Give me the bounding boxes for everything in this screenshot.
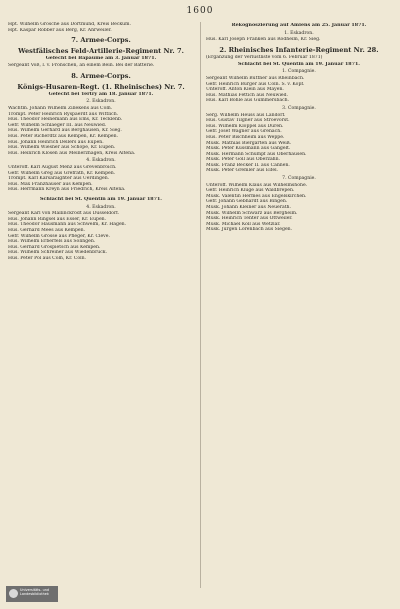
section-heading: Königs-Husaren-Regt. (1. Rheinisches) Nr. 7. bbox=[17, 82, 185, 91]
roster-line: Hus. Heinrich Klosen aus Meinerzhagen, Kreis Altena. bbox=[8, 150, 136, 156]
roster-line: Musk. Mathias Biergarten aus Weiß. bbox=[206, 140, 292, 146]
right-column bbox=[206, 22, 392, 233]
roster-line: Hus. Max Franzhäuser aus Kempen. bbox=[8, 181, 93, 187]
roster-line: Musk. Peter Gremler aus Eifel. bbox=[206, 168, 279, 174]
roster-line: Gefr. Wilhelm Greg aus Grefrath, Kr. Kempen. bbox=[8, 170, 116, 176]
roster-line: Unteroff. Anton Klein aus Mayen. bbox=[206, 87, 284, 93]
roster-line: Gefr. Johann Gebhardt aus Bingen. bbox=[206, 199, 288, 205]
roster-line: Hus. Theodor Heinemann aus Ems, Kr. Tecklenb. bbox=[8, 117, 123, 123]
roster-line: Hus. Theodor Hausmann aus Schwelm, Kr. Hagen. bbox=[8, 222, 127, 228]
roster-line: Gefr. Wilhelm Schlaeger III. aus Neuwied. bbox=[8, 122, 107, 128]
roster-line: (Ergänzung der Verlustliste vom 6. Februar 1871) bbox=[206, 54, 323, 60]
library-logo bbox=[6, 586, 58, 602]
roster-line: Musk. Hermann Schumpf aus Oberhausen. bbox=[206, 151, 307, 157]
unit-label: 4. Eskadron. bbox=[86, 204, 116, 210]
roster-line: Hus. Wilhelm Gerhard aus Berghausen, Kr. Sieg. bbox=[8, 128, 122, 134]
subheading: Gefecht bei Bapaume am 3. Januar 1871. bbox=[45, 56, 157, 62]
subheading: Rekognoszierung auf Amiens am 25. Januar 1871. bbox=[231, 23, 367, 28]
roster-line: Sergeant Wilhelm Büttner aus Rheinbach. bbox=[206, 75, 305, 81]
section-heading: 2. Rheinisches Infanterie-Regiment Nr. 28. bbox=[219, 45, 379, 54]
unit-label: 7. Compagnie. bbox=[282, 176, 316, 182]
roster-line: Hus. Peter Richerdtz aus Kempen, Kr. Kempen. bbox=[8, 133, 119, 139]
roster-line: Musk. Johann Kleiner aus Neuerath. bbox=[206, 205, 291, 211]
unit-label: 2. Eskadron. bbox=[86, 99, 116, 105]
unit-label: 1. Eskadron. bbox=[284, 30, 314, 36]
roster-line: Wachtm. Johann Wilhelm Zillekens aus Cöln. bbox=[8, 105, 113, 111]
unit-label: 1. Compagnie. bbox=[282, 69, 316, 75]
roster-line: Musk. Michael Koll aus Wetzlar. bbox=[206, 221, 281, 227]
roster-line: Hus. Wilhelm Erberfels aus Solingen. bbox=[8, 239, 96, 245]
unit-label: 4. Eskadron. bbox=[86, 158, 116, 164]
page-number: 1600 bbox=[186, 6, 214, 16]
roster-line: Musk. Valentin Hermes aus Engelskirchen. bbox=[206, 193, 307, 199]
roster-line: Hus. Gerhard Grospietsch aus Kempen. bbox=[8, 244, 101, 250]
roster-line: Sergeant Voß, l. v. Fronschen, an einem Bein. Bei der Batterie. bbox=[8, 62, 155, 68]
roster-line: Hus. Wilhelm Klöppel aus Düren. bbox=[206, 123, 284, 129]
roster-line: Hus. Wilhelm Wiesner aus Schöpe, Kr. Eupen. bbox=[8, 145, 116, 151]
logo-text: Universitäts- und Landesbibliothek bbox=[20, 588, 50, 596]
roster-line: Hus. Gerhard Mees aus Kempen. bbox=[8, 228, 86, 234]
column-divider bbox=[200, 22, 201, 588]
roster-line: Hus. Peter Bischheim aus Weppe. bbox=[206, 134, 285, 140]
unit-label: 3. Compagnie. bbox=[282, 105, 316, 111]
subheading: Schlacht bei St. Quentin am 19. Januar 1871. bbox=[238, 61, 360, 67]
subheading: Gefecht bei Tertry am 18. Januar 1871. bbox=[48, 91, 154, 97]
roster-line: Hus. Mathias Fettich aus Neuwied. bbox=[206, 92, 289, 98]
roster-line: Hus. Karl Böhle aus Gummersbach. bbox=[206, 98, 290, 104]
roster-line: Gefr. Heinrich Bürger aus Cöln. S. v. Kopf. bbox=[206, 81, 305, 87]
roster-line: Hpt. Kaspar Röbber aus Berg, Kr. Ahrweiler. bbox=[8, 27, 112, 33]
roster-line: Hus. Gustav Tilgner aus Stroevorst. bbox=[206, 118, 290, 124]
roster-line: Trompt. Karl Karsaraighter aus Uerdingen. bbox=[8, 176, 110, 182]
roster-line: Gefr. Wilhelm Grosse aus Pfleger, Kr. Cleve. bbox=[8, 233, 110, 239]
roster-line: Hus. Karl Joseph Franken aus Rodheim, Kr. Sieg. bbox=[206, 37, 321, 43]
roster-line: Hus. Johann Heinrich Dellers aus Eupen. bbox=[8, 139, 104, 145]
roster-line: Musk. Wilhelm Schwarz aus Bergheim. bbox=[206, 210, 298, 216]
roster-line: Gefr. Josef Wagner aus Grenach. bbox=[206, 129, 282, 135]
roster-line: Hus. Johann Ringsel aus Esser, Kr. Eupen. bbox=[8, 216, 107, 222]
roster-line: Musk. Jürgen Lorenbach aus Siegen. bbox=[206, 227, 293, 233]
roster-line: Serg. Wilhelm Heuss aus Ländorf. bbox=[206, 112, 286, 118]
section-heading: 8. Armee-Corps. bbox=[71, 71, 131, 80]
roster-line: Gefr. Heinrich Kluge aus Waldbrepen. bbox=[206, 188, 295, 194]
roster-line: Hpt. Wilhelm Grosche aus Dortmund, Kreis Beckum. bbox=[8, 22, 131, 27]
roster-line: Musk. Heinrich Tenter aus Ottweiler. bbox=[206, 216, 293, 222]
left-column bbox=[8, 22, 194, 262]
logo-icon bbox=[9, 589, 18, 598]
subheading: Schlacht bei St. Quentin am 19. Januar 1871. bbox=[40, 196, 162, 202]
roster-line: Sergeant Karl von Mallinckrodt aus Düsseldorf. bbox=[8, 211, 120, 217]
roster-line: Hus. Herrmann Kreyn aus Friedrich, Kreis Altena. bbox=[8, 187, 126, 193]
roster-line: Hus. Wilhelm Schreiner aus Wiedenbrück. bbox=[8, 250, 108, 256]
roster-line: Musk. Peter Kussmann aus Gangelt. bbox=[206, 146, 291, 152]
spacer bbox=[8, 193, 194, 196]
roster-line: Unteroff. Wilhelm Klaus aus Wilhelmshöhe. bbox=[206, 182, 308, 188]
section-heading: 7. Armee-Corps. bbox=[71, 36, 131, 45]
roster-line: Musk. Franz Becker II. aus Cannen. bbox=[206, 162, 290, 168]
roster-line: Unteroff. Karl August Menz aus Grevenbroich. bbox=[8, 164, 117, 170]
roster-line: Hus. Peter Pol aus Cöln, Kr. Cöln. bbox=[8, 256, 87, 262]
roster-line: Musk. Peter Goll aus Oberzahn. bbox=[206, 157, 281, 163]
section-heading: Westfälisches Feld-Artillerie-Regiment Nr. 7. bbox=[18, 47, 184, 56]
roster-line: Trompt. Peter Heinrich Ryspaerdt aus Wittlich. bbox=[8, 111, 119, 117]
